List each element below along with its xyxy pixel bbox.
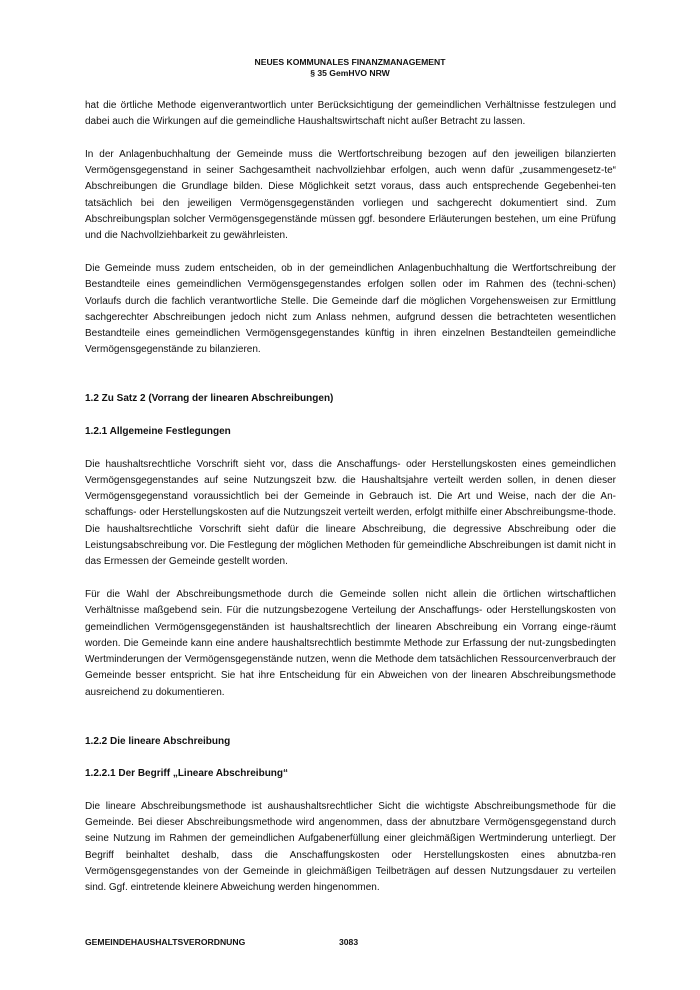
paragraph-5: Für die Wahl der Abschreibungsmethode durch die Gemeinde sollen nicht allein die örtlichen wirtschaftlichen Verhältnisse maßgebend sein. Für die nutzungsbezogene Verteilung der Anschaffungs- oder Herstellungskosten von gemeindlichen Vermögensgegenständen ist haushaltsrechtlich der linearen Abschreibung ein Vorrang einge-räumt worden. Die Gemeinde kann eine andere haushaltsrechtlich bestimmte Methode zur Erfassung der nut-zungsbedingten Wertminderungen der Vermögensgegenstände nutzen, wenn die Methode dem tatsächlichen Ressourcenverbrauch der Gemeinde besser entspricht. Sie hat ihre Entscheidung für ein Abweichen von der linearen Abschreibungsmethode ausreichend zu dokumentieren. (85, 588, 616, 698)
footer-document-title: GEMEINDEHAUSHALTSVERORDNUNG (85, 937, 246, 947)
footer-page-number: 3083 (339, 937, 359, 947)
spacer (85, 375, 616, 391)
paragraph-3: Die Gemeinde muss zudem entscheiden, ob in der gemeindlichen Anlagenbuchhaltung die Wertfortschreibung der Bestandteile eines gemeindlichen Vermögensgegenstandes erfolgen sollen oder im Rahmen des (techni-schen) Vorlaufs durch die fachlich verantwortliche Stelle. Die Gemeinde darf die möglichen Vorgehensweisen zur Ermittlung sachgerechter Abschreibungen jedoch nicht zum Anlass nehmen, aufgrund dessen die betrachteten wesentlichen Bestandteile eines gemeindlichen Vermögensgegenstandes künftig in ihren einzelnen Bestandteilen gemeindliche Vermögensgegenstände zu bilanzieren. (85, 262, 616, 356)
spacer (85, 782, 616, 798)
heading-1-2-2: 1.2.2 Die lineare Abschreibung (85, 735, 231, 747)
heading-1-2-2-1: 1.2.2.1 Der Begriff „Lineare Abschreibung“ (85, 768, 289, 780)
spacer (85, 408, 616, 424)
paragraph-1: hat die örtliche Methode eigenverantwortlich unter Berücksichtigung der gemeindlichen Verhältnisse festzulegen und dabei auch die Wirkungen auf die gemeindliche Haushaltswirtschaft nicht außer Betracht zu lassen. (85, 100, 616, 128)
document-body (85, 98, 616, 913)
spacer (85, 440, 616, 456)
heading-1-2-1: 1.2.1 Allgemeine Festlegungen (85, 425, 231, 437)
spacer (85, 750, 616, 766)
paragraph-4: Die haushaltsrechtliche Vorschrift sieht vor, dass die Anschaffungs- oder Herstellungskosten eines gemeindlichen Vermögensgegenstandes auf seine Nutzungszeit bzw. die Haushaltsjahre verteilt werden sollen, in denen dieser Vermögensgegenstand voraussichtlich bei der Gemeinde in Gebrauch ist. Die Art und Weise, nach der die An-schaffungs- oder Herstellungskosten auf die Nutzungszeit verteilt werden, erfolgt mithilfe einer Abschreibungsme-thode. Die haushaltsrechtliche Vorschrift sieht dafür die lineare Abschreibung, die degressive Abschreibung oder die Leistungsabschreibung vor. Die Festlegung der möglichen Methoden für gemeindliche Abschreibungen ist damit nicht in das Ermessen der Gemeinde gestellt worden. (85, 458, 616, 568)
header-title: NEUES KOMMUNALES FINANZMANAGEMENT (254, 57, 446, 67)
heading-1-2: 1.2 Zu Satz 2 (Vorrang der linearen Abschreibungen) (85, 393, 334, 405)
paragraph-2: In der Anlagenbuchhaltung der Gemeinde muss die Wertfortschreibung bezogen auf den jeweiligen bilanzierten Vermögensgegenstand in seiner Sachgesamtheit nachvollziehbar erfolgen, auch wenn dafür „zusammengesetz-te“ Abschreibungen die Grundlage bilden. Diese Möglichkeit setzt voraus, dass auch entsprechende Gegebenhei-ten tatsächlich bei den jeweiligen Vermögensgegenständen vorliegen und sachgerecht dokumentiert sind. Zum Abschreibungsplan solcher Vermögensgegenstände müssen ggf. besondere Erläuterungen bestehen, um eine Prüfung und die Nachvollziehbarkeit zu gewährleisten. (85, 148, 616, 242)
paragraph-6: Die lineare Abschreibungsmethode ist aushaushaltsrechtlicher Sicht die wichtigste Abschreibungsmethode für die Gemeinde. Bei dieser Abschreibungsmethode wird angenommen, dass der abnutzbare Vermögensgegenstand durch seine Nutzung im Rahmen der gemeindlichen Aufgabenerfüllung einer gleichmäßigen Wertminderung unterliegt. Der Begriff beinhaltet deshalb, dass die Anschaffungskosten oder Herstellungskosten eines abnutzba-ren Vermögensgegenstandes von der Gemeinde in gleichmäßigen Teilbeträgen auf dessen Nutzungsdauer zu verteilen sind. Ggf. eintretende kleinere Abweichung werden hingenommen. (85, 800, 616, 894)
page-header (0, 57, 700, 79)
spacer (85, 717, 616, 733)
header-subtitle: § 35 GemHVO NRW (310, 68, 390, 78)
